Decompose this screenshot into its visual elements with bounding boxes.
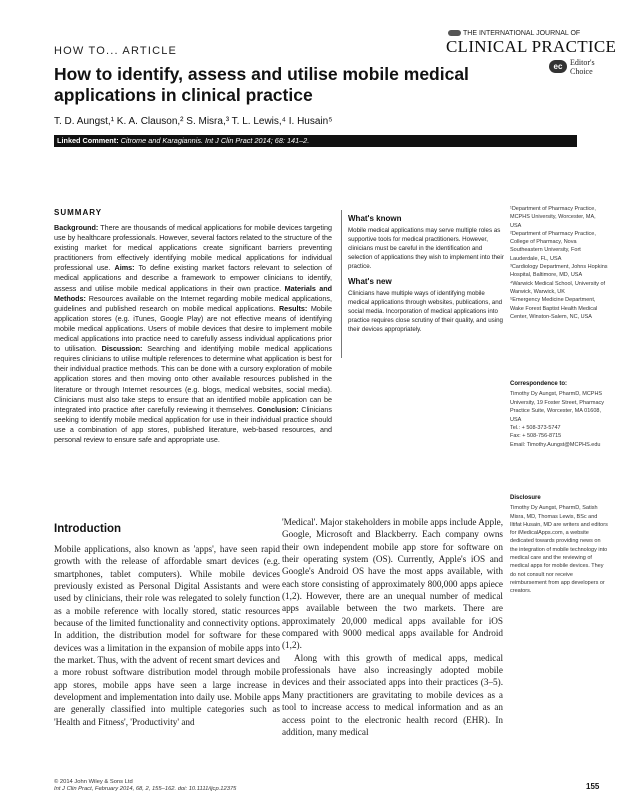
intro-paragraph: 'Medical'. Major stakeholders in mobile apps include Apple, Google, Microsoft and Blackberry. Each company owns their own independent mobile app store for software on their operating system (OS). Currently, Apple's iOS and Google's Android OS have the most apps available, with each store consisting of approximately 800,000 apps apiece (1,2). However, there are an unequal number of medical apps available between the two markets. There are approximately 20,000 medical apps available for iOS compared with 9000 medical apps available for Android (1,2). — [282, 517, 503, 651]
intro-column-left: Mobile applications, also known as 'apps', have seen rapid growth with the release of affordable smart devices (e.g. smartphones, tablet computers). While mobile devices previously existed as Personal Digital Assistants and were used by clinicians, their role was relegated to solely function as a mobile reference with locally stored, static resources because of the limited functionality and connectivity options. In addition, the distribution model for software for these devices was a limitation in the expansion of mobile apps into the market. Thus, with the advent of recent smart devices and a more robust software distribution model through mobile app stores, mobile apps have seen a large increase in development and implementation into daily use. Mobile apps are generally classified into multiple categories such as 'Health and Fitness', 'Productivity' and — [54, 544, 280, 727]
editors-choice-line2: Choice — [570, 67, 593, 76]
article-type-kicker: HOW TO... ARTICLE — [54, 45, 178, 57]
journal-name: CLINICAL PRACTICE — [446, 37, 617, 56]
correspondence-email[interactable]: Email: Timothy.Aungst@MCPHS.edu — [510, 441, 601, 448]
discussion-text: Searching and identifying mobile medical applications requires clinicians to utilise multiple references to determine what application is best for their individual practice methods. This can be done with a cursory exploration of mobile application stores and then moving onto other available resources published in the literature or through Internet resources (e.g. blogs, medical websites, social media). Clinicians must also take steps to ensure that an identified mobile application can be integrated into practice after carefully reviewing it themselves. — [54, 344, 333, 414]
conclusion-label: Conclusion: — [257, 404, 299, 414]
aims-label: Aims: — [114, 263, 135, 273]
affiliation-item: ⁵Emergency Medicine Department, Wake Forest Baptist Health Medical Center, Winston-Salem, NC, USA — [510, 297, 598, 320]
journal-subtitle — [448, 30, 580, 37]
disclosure-text: Timothy Dy Aungst, PharmD, Satish Misra, MD, Thomas Lewis, BSc and Iltifat Husain, MD are writers and editors for iMedicalApps.com, a website dedicated towards providing news on the integration of mobile technology into medical care and the reviewing of medical apps for mobile devices. They do not consult nor receive reimbursement from app developers or creators. — [510, 505, 608, 595]
page-number: 155 — [586, 782, 600, 791]
disclosure — [510, 494, 608, 596]
editors-choice-badge-icon: ec — [549, 60, 567, 73]
conclusion-text: Clinicians seeking to identify mobile medical application for use in their individual practice should use a combination of app stores, published literature, web-based resources, and personal review to ensure safe and appropriate use. — [54, 404, 333, 444]
affiliation-item: ³Cardiology Department, Johns Hopkins Hospital, Baltimore, MD, USA — [510, 264, 608, 279]
editors-choice-line1: Editor's — [570, 58, 595, 67]
whats-new-text: Clinicians have multiple ways of identifying mobile medical applications through websites, publications, and social media. Incorporation of medical applications into practice requires close scrutiny of their quality, and using their devices appropriately. — [348, 290, 503, 333]
disclosure-heading: Disclosure — [510, 495, 541, 501]
correspondence-tel: Tel.: + 508-373-5747 — [510, 425, 561, 432]
methods-label: Materials and Methods: — [54, 283, 333, 303]
affiliations — [510, 205, 608, 321]
citation-doi: Int J Clin Pract, February 2014, 68, 2, 155–162. doi: 10.1111/ijcp.12375 — [54, 786, 237, 793]
linked-comment-bar[interactable] — [54, 135, 577, 147]
copyright: © 2014 John Wiley & Sons Ltd — [54, 779, 133, 785]
background-label: Background: — [54, 223, 99, 232]
whats-new-heading: What's new — [348, 277, 392, 286]
results-label: Results: — [278, 303, 308, 313]
whats-known-text: Mobile medical applications may serve multiple roles as supportive tools for medical practitioners. However, clinicians must be careful in the identification and selection of applications they wish to implement into their practice. — [348, 227, 504, 270]
correspondence-heading: Correspondence to: — [510, 381, 568, 387]
whats-known-box — [341, 210, 507, 358]
linked-comment-text[interactable]: Citrome and Karagiannis. Int J Clin Pract 2014; 68: 141–2. — [120, 136, 310, 145]
article-title: How to identify, assess and utilise mobile medical applications in clinical practice — [54, 64, 469, 105]
affiliation-item: ¹Department of Pharmacy Practice, MCPHS University, Worcester, MA, USA — [510, 206, 596, 229]
methods-text: Resources available on the Internet regarding mobile medical applications, guidelines and published research on mobile medical applications. — [54, 293, 332, 313]
discussion-label: Discussion: — [101, 344, 143, 354]
background-text: There are thousands of medical applications for mobile devices targeting use by healthcare professionals. However, several factors related to the structure of the existing market for medical applications create significant barriers preventing practitioners from effectively identifying mobile medical applications for individual professional use. — [54, 223, 332, 273]
linked-comment-label: Linked Comment: — [57, 136, 119, 145]
correspondence-address: Timothy Dy Aungst, PharmD, MCPHS University, 19 Foster Street, Pharmacy Practice Suite, Worcester, MA 01608, USA — [510, 391, 605, 423]
correspondence — [510, 380, 610, 449]
footer-citation — [54, 779, 236, 794]
author-list: T. D. Aungst,¹ K. A. Clauson,² S. Misra,³ T. L. Lewis,⁴ I. Husain⁵ — [54, 116, 333, 127]
intro-column-right — [282, 516, 503, 738]
aims-text: To define existing market factors relevant to selection of medical applications and describe a framework to empower clinicians to identify, assess and utilise mobile medical applications in their own practice. — [54, 263, 333, 293]
affiliation-item: ⁴Warwick Medical School, University of Warwick, Warwick, UK — [510, 280, 606, 295]
journal-small-text: THE INTERNATIONAL JOURNAL OF — [463, 30, 581, 37]
introduction-heading: Introduction — [54, 523, 122, 535]
whats-known-heading: What's known — [348, 214, 402, 223]
editors-choice-label — [570, 58, 595, 76]
summary-body — [54, 223, 332, 445]
summary-heading: SUMMARY — [54, 208, 103, 217]
results-text: Mobile application stores (e.g. iTunes, Google Play) are not effective means of identifying mobile medical applications. Users of mobile devices that desire to implement mobile medical applications into practice need to carefully assess individual applications prior to utilisation. — [54, 303, 332, 354]
affiliation-item: ²Department of Pharmacy Practice, College of Pharmacy, Nova Southeastern University, Fort Lauderdale, FL, USA — [510, 230, 596, 262]
wiley-logo-icon — [448, 30, 461, 36]
correspondence-fax: Fax: + 508-756-8715 — [510, 433, 562, 440]
intro-paragraph: Along with this growth of medical apps, medical professionals have also increasingly adopted mobile devices and their associated apps into their practices (3–5). Many practitioners are gravitating to mobile devices as a tool to increase access to medical information and as an access point to the electronic health record (EHR). In addition, many medical — [282, 652, 503, 737]
